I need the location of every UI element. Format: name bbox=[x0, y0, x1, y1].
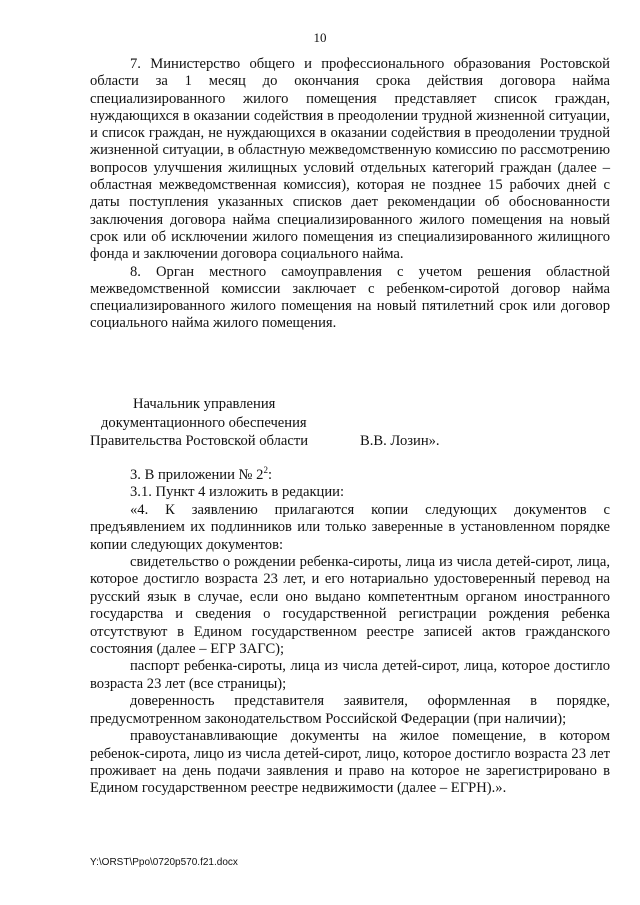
footer-file-path: Y:\ORST\Ppo\0720p570.f21.docx bbox=[90, 857, 238, 868]
signature-block bbox=[90, 395, 610, 451]
paragraph-birth-certificate: свидетельство о рождении ребенка-сироты, лица из числа детей-сирот, лица, которое достигло возраста 23 лет, и его нотариально удостоверенный перевод на русский язык в случае, если оно выдано компетентным органом иностранного государства и сведения о государственной регистрации рождения ребенка отсутствуют в Едином государственном реестре записей актов гражданского состояния (далее – ЕГР ЗАГС); bbox=[90, 554, 610, 658]
upper-text-block bbox=[90, 56, 610, 333]
paragraph-3-1: 3.1. Пункт 4 изложить в редакции: bbox=[130, 484, 345, 501]
appendix-heading-superscript: 2 bbox=[263, 465, 268, 475]
lower-text-block bbox=[90, 467, 610, 798]
paragraph-7: 7. Министерство общего и профессионального образования Ростовской области за 1 месяц до окончания срока действия договора найма специализированного жилого помещения представляет список граждан, нуждающихся в оказании содействия в преодолении трудной жизненной ситуации, и список граждан, не нуждающихся в оказании содействия в преодолении трудной жизненной ситуации, в областную межведомственную комиссию по рассмотрению вопросов улучшения жилищных условий отдельных категорий граждан (далее – областная межведомственная комиссия), которая не позднее 15 рабочих дней с даты поступления указанных списков дает рекомендации об обоснованности заключения договора найма специализированного жилого помещения на новый срок или об исключении жилого помещения из специализированного жилищного фонда и заключении договора социального найма. bbox=[90, 56, 610, 263]
appendix-heading-suffix: : bbox=[267, 467, 272, 483]
signature-title-line-2: документационного обеспечения bbox=[101, 414, 307, 431]
appendix-heading bbox=[90, 467, 610, 484]
paragraph-title-documents: правоустанавливающие документы на жилое помещение, в котором ребенок-сирота, лицо из числа детей-сирот, лицо, которое достигло возраста 23 лет проживает на день подачи заявления и право на которое не зарегистрировано в Едином государственном реестре недвижимости (далее – ЕГРН).». bbox=[90, 728, 610, 797]
signature-title-line-1: Начальник управления bbox=[133, 396, 276, 412]
paragraph-8: 8. Орган местного самоуправления с учетом решения областной межведомственной комиссии заключает с ребенком-сиротой договор найма специализированного жилого помещения на новый пятилетний срок или договор социального найма жилого помещения. bbox=[90, 263, 610, 332]
page-number: 10 bbox=[313, 30, 327, 45]
paragraph-power-of-attorney: доверенность представителя заявителя, оформленная в порядке, предусмотренном законодательством Российской Федерации (при наличии); bbox=[90, 693, 610, 727]
paragraph-item-4: «4. К заявлению прилагаются копии следующих документов с предъявлением их подлинников или только заверенные в установленном порядке копии следующих документов: bbox=[90, 501, 610, 553]
signatory-name: В.В. Лозин». bbox=[360, 433, 440, 449]
signature-title-line-3: Правительства Ростовской области bbox=[90, 433, 309, 449]
appendix-heading-prefix: 3. В приложении № 2 bbox=[130, 467, 264, 483]
paragraph-passport: паспорт ребенка-сироты, лица из числа детей-сирот, лица, которое достигло возраста 23 лет (все страницы); bbox=[90, 658, 610, 692]
